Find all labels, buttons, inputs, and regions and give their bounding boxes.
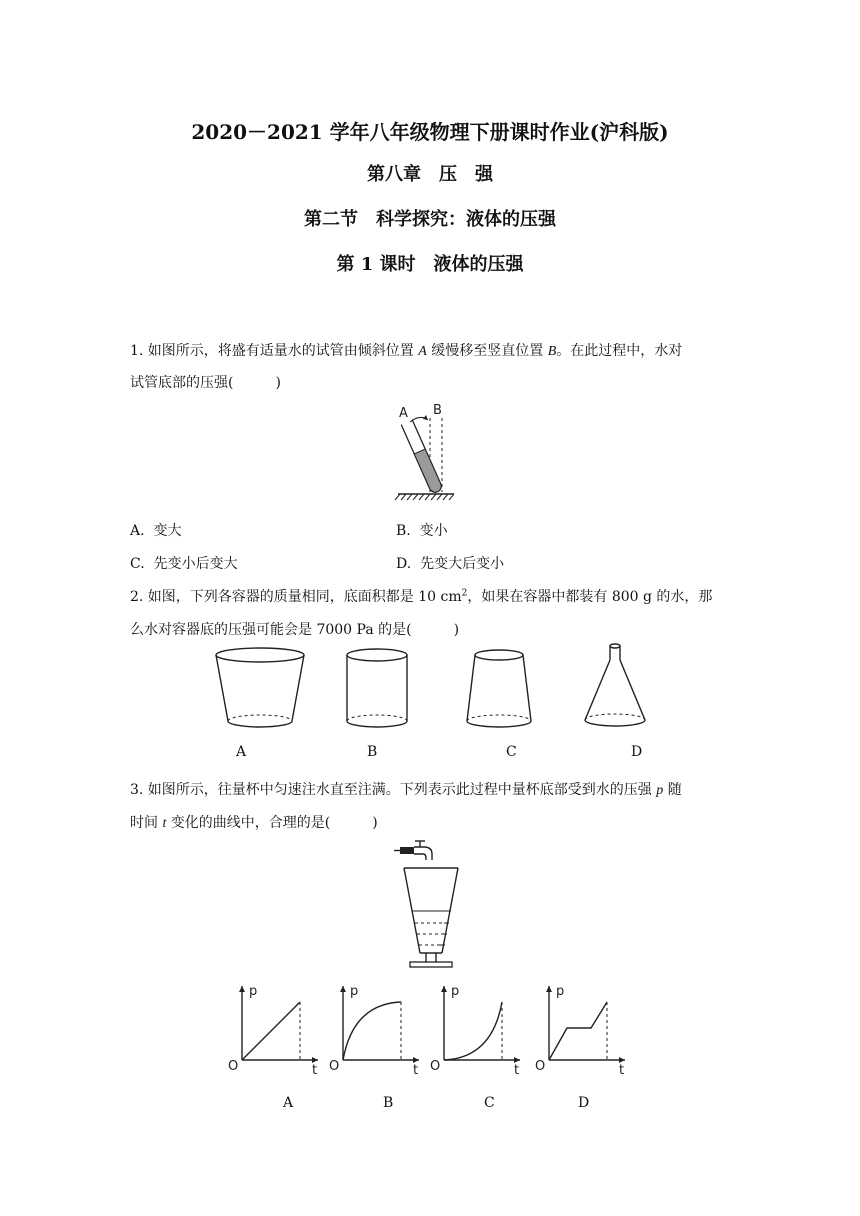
q3-graph-c xyxy=(430,978,526,1078)
lesson-title: 第 1 课时 液体的压强 xyxy=(336,254,524,275)
q3-graph-c-curve xyxy=(444,1002,502,1060)
q1-stem-line1 xyxy=(130,340,682,360)
q3-graph-d-curve xyxy=(549,1002,607,1060)
q3-text-a: 3. 如图所示，往量杯中匀速注水直至注满。下列表示此过程中量杯底部受到水的压强 xyxy=(130,782,657,798)
q2-label-c: C xyxy=(506,744,517,760)
q2-container-c xyxy=(463,645,535,737)
q1-option-d[interactable]: D. 先变大后变小 xyxy=(396,556,505,572)
document-title: 2020－2021 学年八年级物理下册课时作业(沪科版) xyxy=(191,120,669,144)
q3-graph-a-axis-p: p xyxy=(249,984,258,999)
q1-stem-line2: 试管底部的压强( ) xyxy=(130,375,281,391)
q1-option-a[interactable]: A. 变大 xyxy=(130,523,182,539)
q3-graph-b-origin: O xyxy=(329,1059,340,1074)
q3-text-c: 时间 xyxy=(130,815,163,831)
q3-label-b: B xyxy=(383,1095,394,1111)
q3-text-b: 随 xyxy=(663,782,682,798)
q1-test-tube-figure xyxy=(390,400,470,510)
q3-label-d: D xyxy=(578,1095,590,1111)
q3-graph-c-origin: O xyxy=(430,1059,441,1074)
q3-stem-line2 xyxy=(130,812,378,832)
section-title: 第二节 科学探究：液体的压强 xyxy=(304,209,556,230)
q2-stem-line1 xyxy=(130,586,712,606)
q1-option-b[interactable]: B. 变小 xyxy=(396,523,448,539)
q3-graph-b-axis-t: t xyxy=(413,1063,419,1078)
q3-graph-a-axis-t: t xyxy=(312,1063,318,1078)
q3-graph-b-axis-p: p xyxy=(350,984,359,999)
q3-graph-d xyxy=(535,978,631,1078)
q1-fig-label-a: A xyxy=(399,406,408,421)
q1-var-b: B xyxy=(547,344,557,359)
q2-text-a: 2. 如图，下列各容器的质量相同，底面积都是 10 cm xyxy=(130,589,462,605)
q1-fig-label-b: B xyxy=(433,403,442,418)
q3-graph-c-axis-t: t xyxy=(514,1063,520,1078)
q2-stem-line2: 么水对容器底的压强可能会是 7000 Pa 的是( ) xyxy=(130,622,460,638)
q3-graph-a-curve xyxy=(242,1002,300,1060)
q1-text-a: 1. 如图所示，将盛有适量水的试管由倾斜位置 xyxy=(130,343,419,359)
q2-unit-exponent: 2 xyxy=(461,588,468,599)
q3-label-a: A xyxy=(283,1095,294,1111)
q3-graph-b xyxy=(329,978,425,1078)
q1-var-a: A xyxy=(418,344,427,359)
q2-text-b: ，如果在容器中都装有 800 g 的水，那 xyxy=(467,589,713,605)
q2-label-a: A xyxy=(236,744,247,760)
q3-graph-d-axis-t: t xyxy=(619,1063,625,1078)
q3-graph-d-origin: O xyxy=(535,1059,546,1074)
q1-text-b: 缓慢移至竖直位置 xyxy=(426,343,548,359)
q3-text-d: 变化的曲线中，合理的是( ) xyxy=(166,815,378,831)
q3-var-t: t xyxy=(162,816,167,831)
q3-graph-a xyxy=(228,978,324,1078)
q2-label-b: B xyxy=(367,744,378,760)
q3-var-p: p xyxy=(656,783,664,798)
chapter-title: 第八章 压 强 xyxy=(367,164,493,185)
q2-container-a xyxy=(212,645,308,737)
q2-container-b xyxy=(342,645,412,737)
q3-label-c: C xyxy=(484,1095,495,1111)
q1-text-c: 。在此过程中，水对 xyxy=(556,343,683,359)
q3-graph-a-origin: O xyxy=(228,1059,239,1074)
q3-faucet-cup-figure xyxy=(390,838,470,972)
q1-option-c[interactable]: C. 先变小后变大 xyxy=(130,556,238,572)
q2-container-d xyxy=(582,638,654,736)
q3-graph-d-axis-p: p xyxy=(556,984,565,999)
q3-graph-b-curve xyxy=(343,1002,401,1060)
q2-label-d: D xyxy=(631,744,643,760)
q3-stem-line1 xyxy=(130,779,682,799)
q3-graph-c-axis-p: p xyxy=(451,984,460,999)
